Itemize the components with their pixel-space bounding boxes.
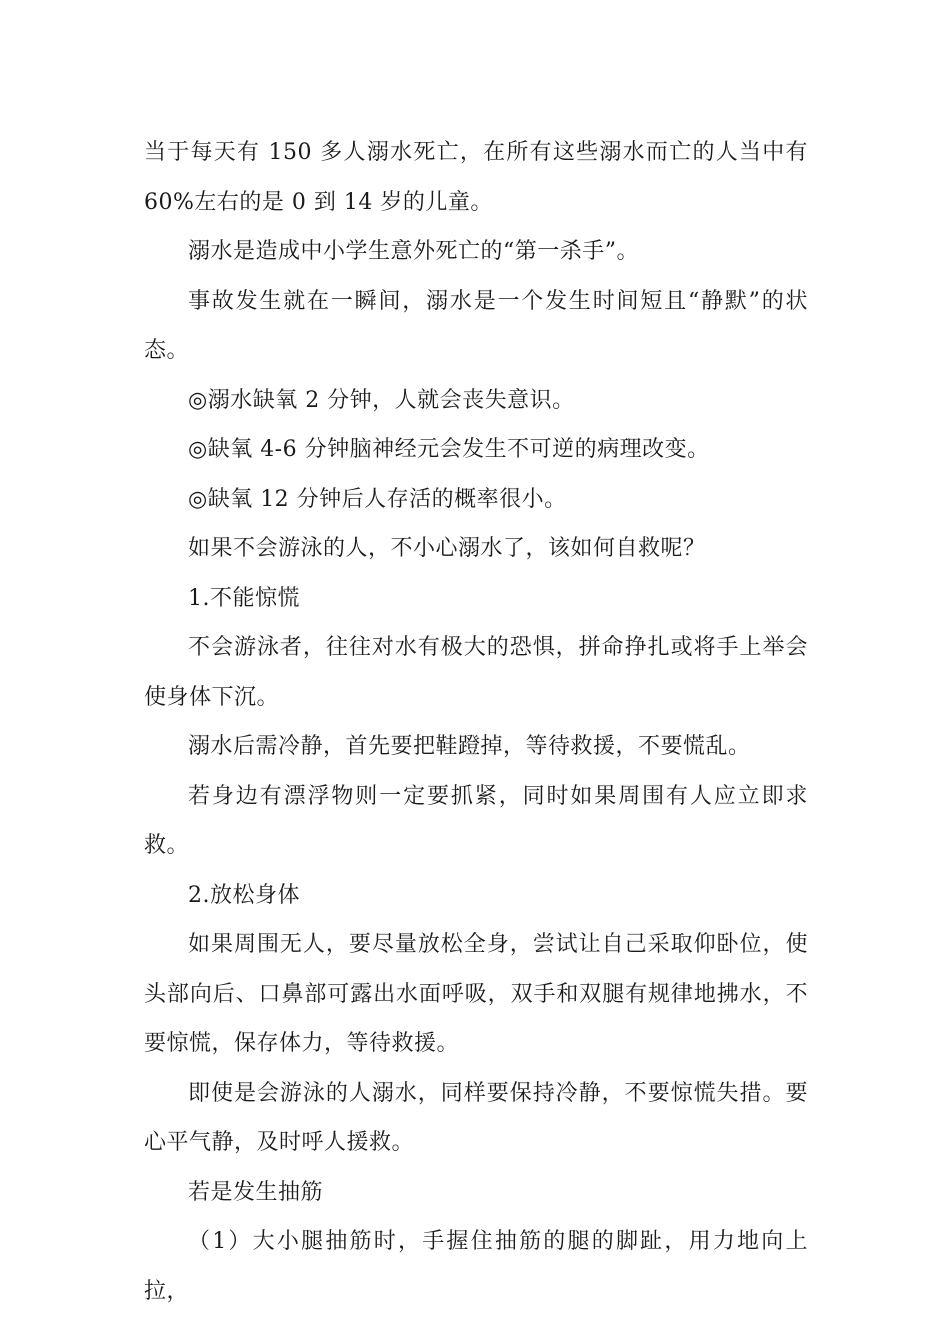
paragraph-fear-of-water: 不会游泳者，往往对水有极大的恐惧，拼命挣扎或将手上举会使身体下沉。 xyxy=(144,635,808,710)
heading-cramps: 若是发生抽筋 xyxy=(188,1179,324,1205)
paragraph-silent-accident: 事故发生就在一瞬间，溺水是一个发生时间短且“静默”的状态。 xyxy=(144,288,808,363)
paragraph-leg-cramp: （1）大小腿抽筋时，手握住抽筋的腿的脚趾，用力地向上拉， xyxy=(144,1229,808,1304)
paragraph-self-rescue-question: 如果不会游泳的人，不小心溺水了，该如何自救呢？ xyxy=(188,536,706,561)
paragraph-swimmers-keep-calm: 即使是会游泳的人溺水，同样要保持冷静，不要惊慌失措。要心平气静，及时呼人援救。 xyxy=(144,1080,808,1155)
heading-dont-panic: 1.不能惊慌 xyxy=(188,585,300,611)
bullet-hypoxia-12min: ◎缺氧 12 分钟后人存活的概率很小。 xyxy=(188,486,567,512)
paragraph-drowning-statistics: 当于每天有 150 多人溺水死亡，在所有这些溺水而亡的人当中有 60%左右的是 0 到 14 岁的儿童。 xyxy=(144,140,808,215)
paragraph-stay-calm: 溺水后需冷静，首先要把鞋蹬掉，等待救援，不要慌乱。 xyxy=(188,734,751,759)
bullet-hypoxia-4-6min: ◎缺氧 4-6 分钟脑神经元会发生不可逆的病理改变。 xyxy=(188,437,710,462)
body-text xyxy=(144,128,808,1316)
paragraph-supine-position: 如果周围无人，要尽量放松全身，尝试让自己采取仰卧位，使头部向后、口鼻部可露出水面呼吸，双手和双腿有规律地拂水，不要惊慌，保存体力，等待救援。 xyxy=(144,932,808,1056)
paragraph-grab-float: 若身边有漂浮物则一定要抓紧，同时如果周围有人应立即求救。 xyxy=(144,783,808,858)
paragraph-first-killer: 溺水是造成中小学生意外死亡的“第一杀手”。 xyxy=(188,239,639,264)
bullet-hypoxia-2min: ◎溺水缺氧 2 分钟，人就会丧失意识。 xyxy=(188,387,575,413)
heading-relax-body: 2.放松身体 xyxy=(188,882,300,908)
